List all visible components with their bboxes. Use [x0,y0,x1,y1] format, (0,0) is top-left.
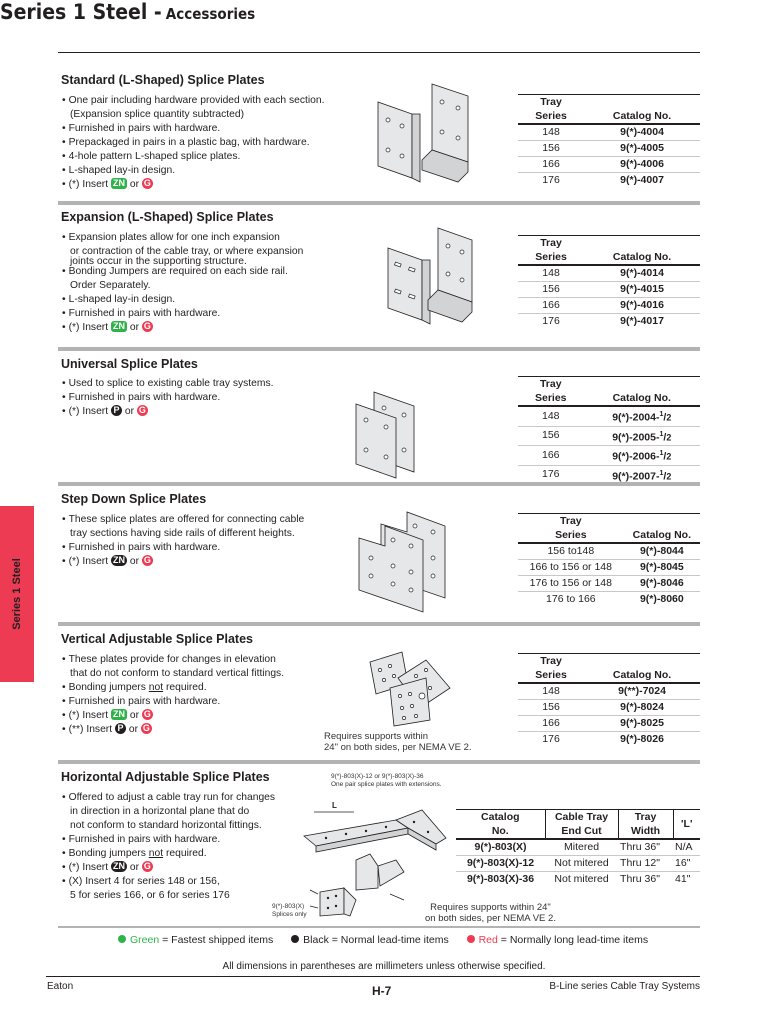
bullet: • 4-hole pattern L-shaped splice plates. [62,150,324,164]
section-title-horizontal: Horizontal Adjustable Splice Plates [61,770,270,784]
black-dot-icon [291,935,299,943]
col-l: 'L' [673,810,700,840]
bullet: • Bonding jumpers not required. [62,847,275,861]
col-tray-series: Tray [518,95,584,110]
g-badge: G [143,555,151,565]
table-row: 148 9(**)-7024 [518,683,700,700]
section-title-standard: Standard (L-Shaped) Splice Plates [61,73,265,87]
table-vertical: Tray Series Catalog No. 148 9(**)-7024 156 9(*)-8024 166 9(*)-8025 176 9(*)-8026 [518,653,700,747]
side-tab-label: Series 1 Steel [11,558,23,630]
table-row: 166 9(*)-4006 [518,157,700,173]
g-badge: G [138,405,146,415]
p-badge: P [111,405,122,416]
bullets-vertical [62,653,284,737]
bullet: • These splice plates are offered for connecting cable [62,513,304,527]
table-row: 176 9(*)-8026 [542,733,664,745]
bullets-horizontal [62,791,275,903]
bullet-insert: • (*) Insert ZN or G [62,709,284,723]
bullet: • Furnished in pairs with hardware. [62,391,274,405]
footer-rule [46,976,700,977]
footer-product-line: B-Line series Cable Tray Systems [549,981,700,992]
section-divider [58,760,700,764]
bullet-cont: not conform to standard horizontal fittings. [70,820,262,831]
section-title-universal: Universal Splice Plates [61,357,198,371]
vertical-support-note: Requires supports within 24" on both sides, per NEMA VE 2. [324,731,472,753]
bullet: • Furnished in pairs with hardware. [62,122,324,136]
bullet-cont: in direction in a horizontal plane that do [70,806,250,817]
dimension-label-l: L [332,801,337,810]
red-dot-icon [467,935,475,943]
table-row: 176 to 156 or 148 9(*)-8046 [518,576,700,592]
side-tab [0,506,34,682]
table-horizontal [456,809,700,887]
footer-brand: Eaton [47,981,74,992]
g-badge: G [143,861,151,871]
table-row: 156 to148 9(*)-8044 [518,543,700,560]
bullet: • Used to splice to existing cable tray systems. [62,377,274,391]
table-row: 9(*)-803(X)-12 Not mitered Thru 12" 16" [456,856,700,872]
page-title-main: Series 1 Steel - [0,0,162,24]
g-badge: G [143,321,151,331]
bullet-insert: • (*) Insert ZN or G [62,555,304,569]
standard-splice-plate-image [370,84,490,194]
bullet-cont: Order Separately. [70,280,151,291]
dimensions-footnote: All dimensions in parentheses are millimeters unless otherwise specified. [222,961,546,972]
bullet: • One pair including hardware provided with each section. [62,94,324,108]
table-universal: Tray Series Catalog No. 148 9(*)-2004-$^1$/2 156 9(*)-2005-$^1$/2 166 9(*)-2006-$^1$/2 176 9(*)-2007-$^1$/2 [518,376,700,484]
col-catalog-no: Catalog No. [584,109,700,124]
section-divider [58,482,700,486]
bullet: • These plates provide for changes in elevation [62,653,284,667]
bullet: • Bonding Jumpers are required on each side rail. [62,265,303,279]
vertical-splice-plate-image [360,648,460,728]
bullet-cont: (Expansion splice quantity subtracted) [70,109,244,120]
bullets-stepdown [62,513,304,569]
expansion-splice-plate-image [382,228,492,338]
table-row: 156 9(*)-2005-$^1$/2 [518,426,700,446]
col-catalog-no: Catalog No. [456,810,545,840]
bullet: • Furnished in pairs with hardware. [62,695,284,709]
bullet-cont: joints occur in the supporting structure. [70,256,247,267]
table-row: 156 9(*)-4015 [518,282,700,298]
table-row: 166 to 156 or 148 9(*)-8045 [518,560,700,576]
table-expansion: Tray Series Catalog No. 148 9(*)-4014 156 9(*)-4015 166 9(*)-4016 176 9(*)-4017 [518,235,700,329]
bullets-standard [62,94,324,192]
table-row: 166 9(*)-2006-$^1$/2 [518,446,700,466]
p-badge: P [115,723,126,734]
section-title-expansion: Expansion (L-Shaped) Splice Plates [61,210,274,224]
zn-badge: ZN [112,709,125,719]
bullet: • Bonding jumpers not required. [62,681,284,695]
bullet-insert: • (*) Insert ZN or G [62,861,275,875]
horizontal-support-note: Requires supports within 24" on both sides, per NEMA VE 2. [425,902,556,924]
section-title-stepdown: Step Down Splice Plates [61,492,207,506]
table-row: 176 to 166 9(*)-8060 [546,593,684,605]
bullet-insert: • (**) Insert P or G [62,723,284,737]
page-title-sub: Accessories [165,5,256,23]
table-row: 148 9(*)-4014 [518,265,700,282]
bullet-insert: • (*) Insert P or G [62,405,274,419]
table-row: 166 9(*)-8025 [518,716,700,732]
horizontal-figure-caption: 9(*)-803(X)-12 or 9(*)-803(X)-36 One pair splice plates with extensions. [331,773,442,788]
lead-time-legend: Green = Fastest shipped items Black = Normal lead-time items Red = Normally long lead-time items [118,934,648,946]
header-rule [58,52,700,53]
section-divider [58,347,700,351]
zn-badge: ZN [112,178,125,188]
bullets-expansion [62,231,303,335]
table-row: 156 9(*)-4005 [518,141,700,157]
col-end-cut: Cable Tray End Cut [545,810,618,840]
table-row: 176 9(*)-2007-$^1$/2 [542,468,672,482]
table-row: 148 9(*)-2004-$^1$/2 [518,406,700,426]
bullet: • Offered to adjust a cable tray run for changes [62,791,275,805]
table-row: 148 9(*)-4004 [518,124,700,141]
section-divider [58,622,700,626]
bullet-cont: that do not conform to standard vertical fittings. [70,668,285,679]
table-standard: Tray Series Catalog No. 148 9(*)-4004 156 9(*)-4005 166 9(*)-4006 176 9(*)-4007 [518,94,700,188]
section-divider [58,926,700,928]
table-row: 9(*)-803(X) Mitered Thru 36" N/A [456,839,700,856]
bullet: • Furnished in pairs with hardware. [62,307,303,321]
table-row: 9(*)-803(X)-36 Not mitered Thru 36" 41" [466,873,691,885]
bullet-cont: or contraction of the cable tray, or where expansion [70,246,304,257]
page-number: H-7 [372,984,392,998]
table-row: 156 9(*)-8024 [518,700,700,716]
bullet: • Prepackaged in pairs in a plastic bag, with hardware. [62,136,324,150]
zn-badge: ZN [112,555,125,565]
bullet-insert: • (*) Insert ZN or G [62,321,303,335]
section-divider [58,201,700,205]
bullet-insert: • (*) Insert ZN or G [62,178,324,192]
bullet: • L-shaped lay-in design. [62,164,324,178]
g-badge: G [143,178,151,188]
bullet-cont: tray sections having side rails of different heights. [70,528,295,539]
col-tray-width: Tray Width [618,810,673,840]
g-badge: G [143,709,151,719]
table-row: 166 9(*)-4016 [518,298,700,314]
bullet: • (X) Insert 4 for series 148 or 156, [62,875,275,889]
g-badge: G [142,723,150,733]
bullet: • Expansion plates allow for one inch expansion [62,231,303,245]
stepdown-splice-plate-image [355,504,467,616]
section-title-vertical: Vertical Adjustable Splice Plates [61,632,253,646]
table-stepdown: Tray Series Catalog No. 156 to148 9(*)-8044 166 to 156 or 148 9(*)-8045 176 to 156 or 148 9(*)-8046 176 to 166 9(*)-8060 [518,513,700,607]
page-title [0,0,768,24]
universal-splice-plate-image [352,390,424,480]
bullet: • L-shaped lay-in design. [62,293,303,307]
table-row: 176 9(*)-4017 [542,315,664,327]
bullets-universal [62,377,274,419]
bullet: • Furnished in pairs with hardware. [62,833,275,847]
zn-badge: ZN [112,861,125,871]
bullet: • Furnished in pairs with hardware. [62,541,304,555]
bullet-cont: 5 for series 166, or 6 for series 176 [70,890,230,901]
horizontal-figure-caption-2: 9(*)-803(X) Splices only [272,903,307,918]
zn-badge: ZN [112,321,125,331]
green-dot-icon [118,935,126,943]
table-row: 176 9(*)-4007 [542,174,664,186]
